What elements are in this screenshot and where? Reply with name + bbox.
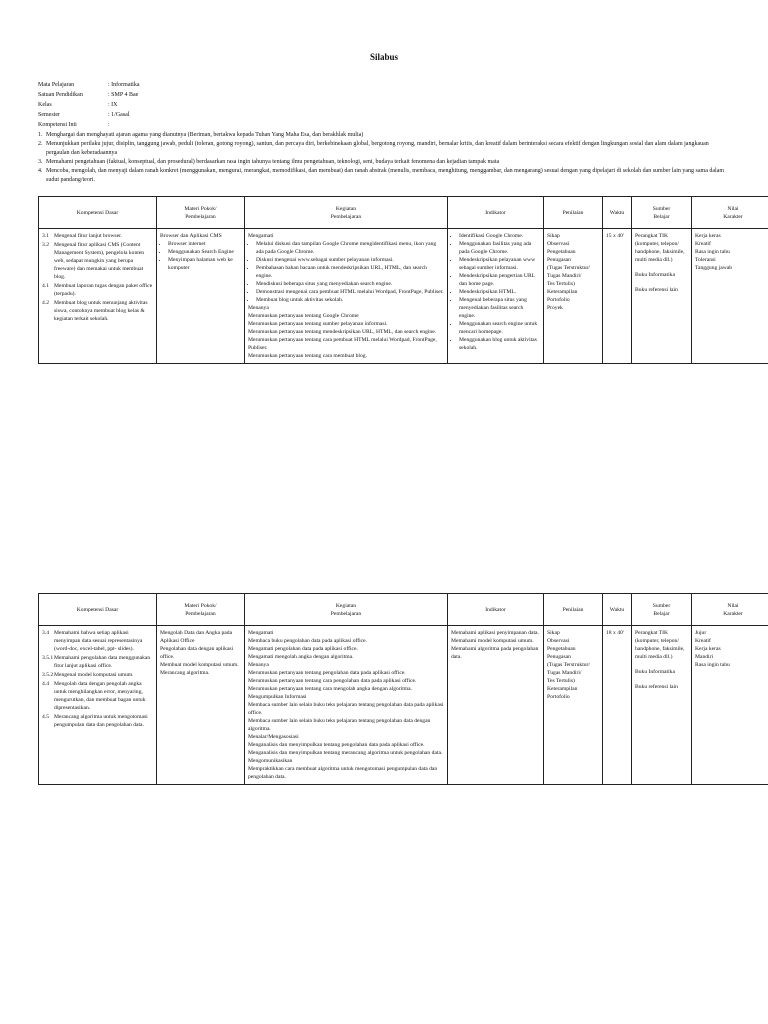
ki-text: Memahami pengetahuan (faktual, konseptual, dan prosedural) berdasarkan rasa ingin tahunya tentang ilmu pengetahuan, teknologi, seni, budaya terkait fenomena dan kejadian tampak mata (46, 159, 500, 165)
indikator-line: Memahami model komputasi umum. (451, 638, 534, 644)
indikator-item: • Menggunakan search engine untuk mencari homepage. (459, 320, 540, 336)
kegiatan-line: Mempraktikkan cara membuat algoritma untuk mengotomasi pengumpulan data dan pengolahan data. (248, 766, 438, 780)
kd-number: 3.5.1 (42, 655, 54, 661)
nilai-line: Rasa ingin tahu (695, 249, 730, 255)
materi-line: Mengolah Data dan Angka pada Aplikasi Office (160, 630, 233, 644)
kegiatan-item: • Mendiskusi beberapa situs yang menyediakan search engine. (256, 280, 444, 288)
ki-item (38, 167, 728, 185)
indikator-item: • Mengenal beberapa situs yang menyediakan fasilitas search engine. (459, 296, 540, 320)
cell-kompetensi-dasar (39, 229, 157, 364)
kegiatan-line: Menanya (248, 662, 269, 668)
kd-text: Membuat laporan tugas dengan paket office (terpadu). (54, 283, 153, 297)
penilaian-line: Tugas Mandiri/ (547, 273, 582, 279)
kd-number: 4.5 (42, 714, 49, 720)
meta-row (38, 120, 140, 130)
meta-key: Mata Pelajaran (38, 82, 75, 88)
kd-item (42, 282, 153, 298)
kegiatan-item: • Melalui diskusi dan tampilan Google Chrome mengidentifikasi menu, ikon yang ada pada Google Chrome. (256, 240, 444, 256)
cell-kegiatan (245, 626, 448, 785)
ki-number: 2. (38, 141, 43, 147)
penilaian-line: Keterampilan (547, 686, 578, 692)
header-waktu: Waktu (603, 197, 632, 229)
penilaian-line: Sikap (547, 630, 560, 636)
kegiatan-line: Menganalisis dan menyimpulkan tentang pengolahan data pada aplikasi office. (248, 742, 425, 748)
kd-number: 4.2 (42, 300, 49, 306)
header-kompetensi-dasar: Kompetensi Dasar (39, 197, 157, 229)
kd-item (42, 232, 153, 240)
ki-text: Menghargai dan menghayati ajaran agama yang dianutnya (Beriman, bertakwa kepada Tuhan Yang Maha Esa, dan berakhlak mulia) (46, 132, 364, 138)
ki-text: Mencoba, mengolah, dan menyaji dalam ranah konkret (menggunakan, mengurai, merangkai, memodifikasi, dan membuat) dan ranah abstrak (menulis, membaca, menghitung, menggambar, dan mengarang) sesuai dengan yang dipelajari di sekolah dan sumber lain yang sama dalam sudut pandang/teori. (46, 168, 725, 183)
materi-item: • Menggunakan Search Engine (168, 248, 241, 256)
nilai-line: Rasa ingin tahu (695, 662, 730, 668)
cell-waktu: 15 x 40' (603, 229, 632, 364)
ki-item (38, 158, 728, 167)
kd-item (42, 713, 153, 729)
spacer (635, 264, 688, 271)
materi-line: Merancang algoritma. (160, 670, 210, 676)
kegiatan-line: Merumuskan pertanyaan tentang cara pengolahan data pada aplikasi office. (248, 678, 417, 684)
kd-text: Memahami pengolahan data menggunakan fitur lanjut aplikasi office. (54, 655, 151, 669)
table-header-row (39, 197, 768, 229)
cell-nilai (692, 626, 768, 785)
indikator-item: • Mendeskripsikan HTML. (459, 288, 540, 296)
cell-kompetensi-dasar (39, 626, 157, 785)
table-row (39, 229, 768, 364)
penilaian-line: Observasi (547, 638, 570, 644)
penilaian-line: Penugasan (547, 654, 571, 660)
penilaian-line: Pengetahuan (547, 646, 576, 652)
kd-number: 3.4 (42, 630, 49, 636)
meta-key: Kompetensi Inti (38, 122, 77, 128)
kd-number: 3.2 (42, 242, 49, 248)
spacer (635, 279, 688, 286)
header-penilaian: Penilaian (544, 197, 603, 229)
penilaian-line: Sikap (547, 233, 560, 239)
penilaian-line: Portofolio (547, 297, 570, 303)
meta-row (38, 100, 140, 110)
kegiatan-item: • Pembahasan bahan bacaan untuk mendeskripsikan URL, HTML, dan search engine. (256, 264, 444, 280)
cell-penilaian (544, 229, 603, 364)
header-sumber: Sumber Belajar (632, 197, 692, 229)
cell-materi (157, 229, 245, 364)
cell-indikator (448, 626, 544, 785)
indikator-item: • Menggunakan fasilitas yang ada pada Google Chrome. (459, 240, 540, 256)
kegiatan-line: Merumuskan pertanyaan tentang cara pembuat HTML melalui Wordpad, FrontPage, Publiser. (248, 337, 437, 351)
meta-value: : Informatika (108, 82, 140, 88)
penilaian-line: Portofolio (547, 694, 570, 700)
materi-item: • Browser internet (168, 240, 241, 248)
penilaian-line: (Tugas Terstruktur/ (547, 662, 590, 668)
kegiatan-line: Membaca buku pengolahan data pada aplikasi office. (248, 638, 368, 644)
kegiatan-item: • Membuat blog untuk aktivitas sekolah. (256, 296, 444, 304)
kd-number: 4.1 (42, 283, 49, 289)
cell-kegiatan (245, 229, 448, 364)
kegiatan-line: Mengumpulkan Informasi (248, 694, 307, 700)
syllabus-table-1 (38, 196, 768, 364)
kegiatan-heading: Mengamati (248, 233, 274, 239)
header-materi: Materi Pokok/ Pembelajaran (157, 197, 245, 229)
penilaian-line: Penugasan (547, 257, 571, 263)
sumber-line: Perangkat TIK (komputer, telepon/ handphone, faksimile, multi media dll.) (635, 233, 685, 263)
kd-text: Mengolah data dengan pengolah angka untuk menghilangkan error, menyaring, mengurutkan, dan membuat bagan untuk dipresentasikan. (54, 681, 146, 711)
sumber-line: Buku Informatika (635, 669, 675, 675)
header-nilai: Nilai Karakter (692, 594, 768, 626)
meta-row (38, 90, 140, 100)
penilaian-line: Keterampilan (547, 289, 578, 295)
kd-text: Merancang algoritma untuk mengotomasi pengumpulan data dan pengolahan data. (54, 714, 148, 728)
spacer (635, 661, 688, 668)
header-indikator: Indikator (448, 594, 544, 626)
kd-item (42, 241, 153, 281)
kd-text: Mengenal fitur lanjut browser. (54, 233, 123, 239)
materi-title: Browser dan Aplikasi CMS (160, 233, 222, 239)
cell-sumber (632, 626, 692, 785)
header-kompetensi-dasar: Kompetensi Dasar (39, 594, 157, 626)
meta-row (38, 110, 140, 120)
meta-row (38, 80, 140, 90)
penilaian-line: Pengetahuan (547, 249, 576, 255)
nilai-line: Mandiri (695, 654, 714, 660)
indikator-item: • Identifikasi Google Chrome. (459, 232, 540, 240)
penilaian-line: (Tugas Terstruktur/ (547, 265, 590, 271)
header-waktu: Waktu (603, 594, 632, 626)
kegiatan-line: Merumuskan pertanyaan tentang sumber pelayanan informasi. (248, 321, 388, 327)
penilaian-line: Observasi (547, 241, 570, 247)
materi-item: • Menyimpan halaman web ke komputer (168, 256, 241, 272)
nilai-line: Jujur (695, 630, 707, 636)
indikator-line: Memahami aplikasi penyimpanan data. (451, 630, 539, 636)
ki-item (38, 131, 728, 140)
indikator-line: Memahami algoritma pada pengolahan data. (451, 646, 539, 660)
header-materi: Materi Pokok/ Pembelajaran (157, 594, 245, 626)
page-title: Silabus (369, 52, 399, 62)
nilai-line: Kreatif (695, 638, 711, 644)
ki-number: 1. (38, 132, 43, 138)
ki-number: 4. (38, 168, 43, 174)
kegiatan-item: • Diskusi mengenai www.sebagai sumber pelayanan informasi. (256, 256, 444, 264)
kd-number: 4.4 (42, 681, 49, 687)
kegiatan-line: Merumuskan pertanyaan tentang cara membuat blog. (248, 353, 367, 359)
ki-text: Menunjukkan perilaku jujur, disiplin, tanggung jawab, peduli (toleran, gotong royong), santun, dan percaya diri, berkebinekaan global, bergotong royong, mandiri, bernalar kritis, dan kreatif dalam berinteraksi secara efektif dengan lingkungan sosial dan alam dalam jangkauan pergaulan dan keberadaannya (46, 141, 709, 156)
kompetensi-inti-list (38, 131, 728, 185)
penilaian-line: Tes Tertulis) (547, 281, 575, 287)
kd-item (42, 629, 153, 653)
kegiatan-line: Menalar/Mengasosiasi (248, 734, 299, 740)
meta-value: : 1/Gasal (108, 112, 130, 118)
indikator-item: • Menggunakan blog untuk aktivitas sekolah. (459, 336, 540, 352)
sumber-line: Buku referensi lain (635, 684, 678, 690)
meta-key: Satuan Pendidikan (38, 92, 83, 98)
kegiatan-line: Mengamati (248, 630, 274, 636)
kegiatan-line: Menanya (248, 305, 269, 311)
kd-text: Mengenal fitur aplikasi CMS (Content Management System), pengelola konten web, sedapat mungkin yang berupa freeware) dan memakai untuk membuat blog. (54, 242, 145, 280)
nilai-line: Kreatif (695, 241, 711, 247)
meta-value: : IX (108, 102, 118, 108)
nilai-line: Kerja keras (695, 646, 721, 652)
cell-nilai (692, 229, 768, 364)
cell-indikator (448, 229, 544, 364)
meta-key: Semester (38, 112, 60, 118)
kegiatan-line: Membaca sumber lain selain buku teks pelajaran tentang pengolahan data pada aplikasi office. (248, 702, 444, 716)
sumber-line: Perangkat TIK (komputer, telepon/ handphone, faksimile, multi media dll.) (635, 630, 685, 660)
penilaian-line: Tugas Mandiri/ (547, 670, 582, 676)
kegiatan-item: • Demonstrasi mengenai cara pembuat HTML melalui Wordpad, FrontPage, Publiser. (256, 288, 444, 296)
ki-number: 3. (38, 159, 43, 165)
table-row (39, 626, 768, 785)
kd-number: 3.1 (42, 233, 49, 239)
kegiatan-line: Merumuskan pertanyaan tentang mendeskripsikan URL, HTML, dan search engine. (248, 329, 437, 335)
sumber-line: Buku Informatika (635, 272, 675, 278)
nilai-line: Tanggung jawab (695, 265, 733, 271)
kegiatan-line: Merumuskan pertanyaan tentang Google Chrome (248, 313, 359, 319)
header-penilaian: Penilaian (544, 594, 603, 626)
kegiatan-line: Merumuskan pertanyaan tentang cara mengolah angka dengan algoritma. (248, 686, 413, 692)
spacer (635, 676, 688, 683)
kd-item (42, 654, 153, 670)
kd-text: Mengenal model komputasi umum. (54, 672, 134, 678)
kegiatan-line: Merumuskan pertanyaan tentang pengolahan data pada aplikasi office. (248, 670, 406, 676)
header-kegiatan: Kegiatan Pembelajaran (245, 197, 448, 229)
cell-penilaian (544, 626, 603, 785)
meta-value: : (108, 122, 110, 128)
kd-number: 3.5.2 (42, 672, 54, 678)
materi-line: Membuat model komputasi umum. (160, 662, 239, 668)
kd-text: Memahami bahwa setiap aplikasi menyimpan data sesuai representasinya (word-doc, excel-tabel, ppt- slides). (54, 630, 143, 652)
nilai-line: Kerja keras (695, 233, 721, 239)
meta-value: : SMP 4 Bae (108, 92, 139, 98)
cell-waktu: 18 x 40' (603, 626, 632, 785)
kegiatan-line: Mengamati pengolahan data pada aplikasi office. (248, 646, 358, 652)
ki-item (38, 140, 728, 158)
kegiatan-line: Mengamati mengolah angka dengan algoritma. (248, 654, 354, 660)
sumber-line: Buku referensi lain (635, 287, 678, 293)
cell-sumber (632, 229, 692, 364)
header-indikator: Indikator (448, 197, 544, 229)
kd-item (42, 299, 153, 323)
penilaian-line: Tes Tertulis) (547, 678, 575, 684)
kegiatan-line: Menganalisis dan menyimpulkan tentang merancang algoritma untuk pengolahan data. (248, 750, 443, 756)
indikator-item: • Mendeskripsikan pengertian URL dan home page. (459, 272, 540, 288)
cell-materi (157, 626, 245, 785)
indikator-item: • Mendeskripsikan pelayanan www sebagai sumber informasi. (459, 256, 540, 272)
kd-item (42, 671, 153, 679)
table-header-row (39, 594, 768, 626)
syllabus-table-2 (38, 593, 768, 785)
header-kegiatan: Kegiatan Pembelajaran (245, 594, 448, 626)
nilai-line: Toleransi (695, 257, 716, 263)
header-nilai: Nilai Karakter (692, 197, 768, 229)
materi-line: Pengolahan data dengan aplikasi office. (160, 646, 234, 660)
kegiatan-line: Mengomunikasikan (248, 758, 293, 764)
penilaian-line: Proyek (547, 305, 563, 311)
kd-item (42, 680, 153, 712)
meta-key: Kelas (38, 102, 52, 108)
kd-text: Membuat blog untuk menunjang aktivitas siswa, contohnya membuat blog kelas & kegiatan terkait sekolah. (54, 300, 148, 322)
kegiatan-line: Membaca sumber lain selain buku teks pelajaran tentang pengolahan data dengan algoritma. (248, 718, 431, 732)
identity-block (38, 80, 140, 130)
header-sumber: Sumber Belajar (632, 594, 692, 626)
